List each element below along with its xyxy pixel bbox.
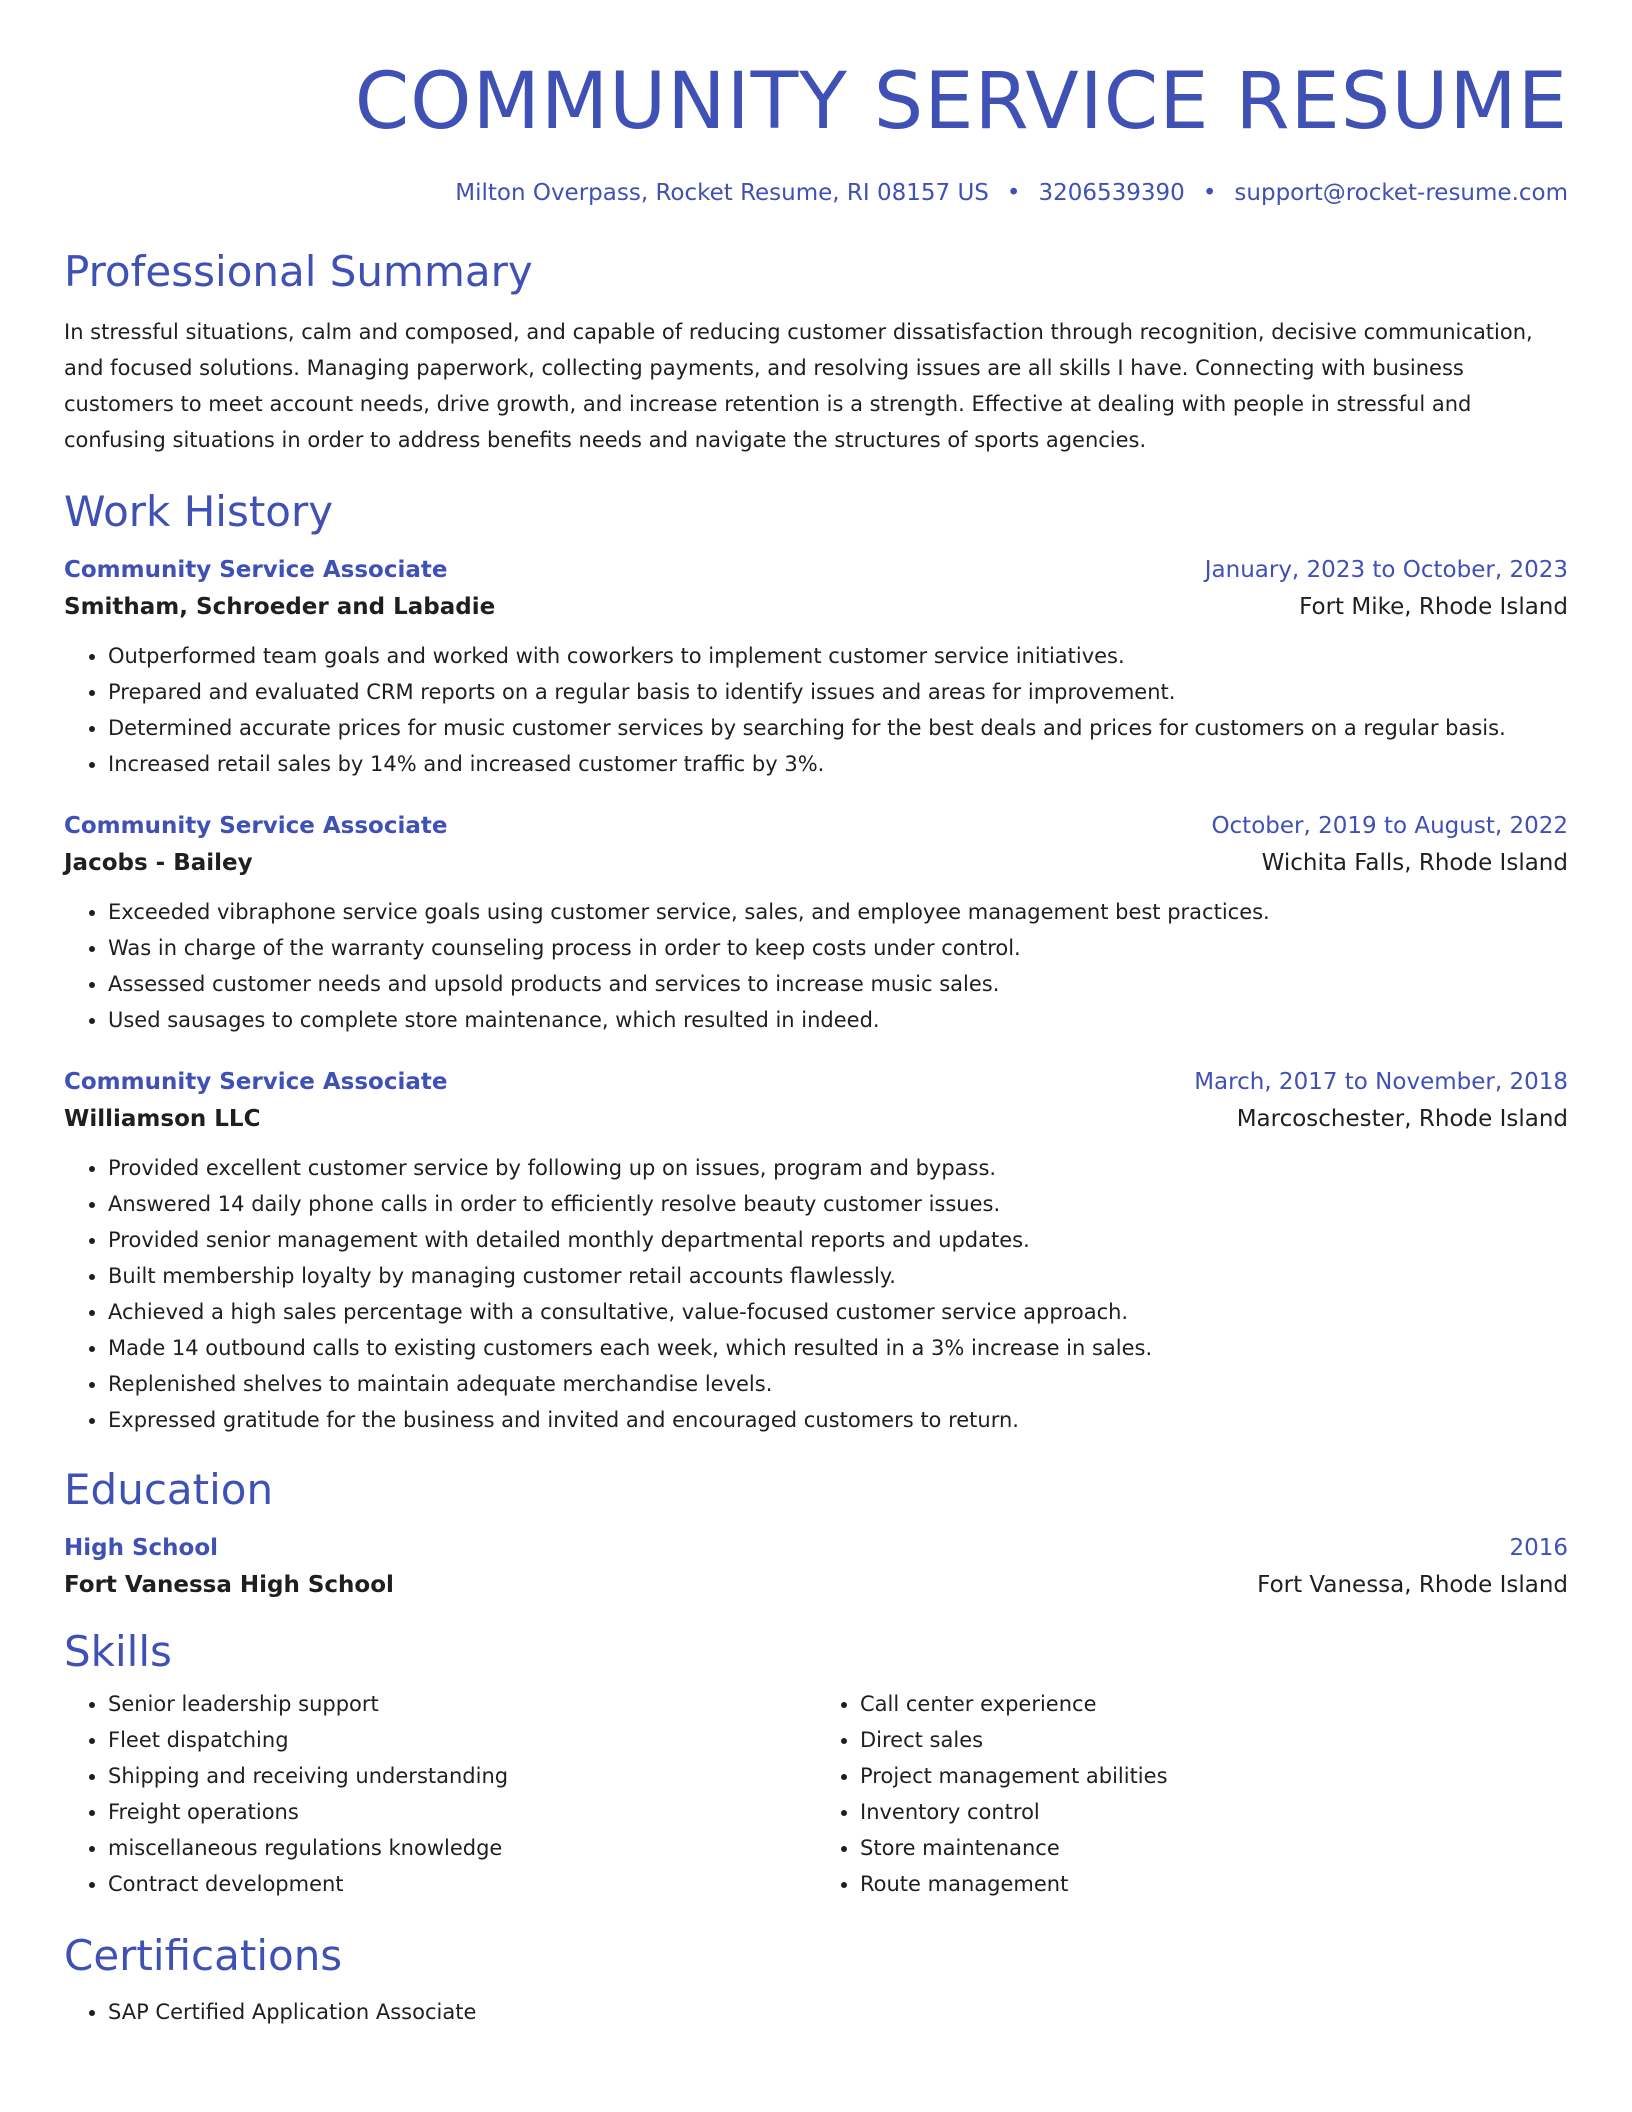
resume-title: COMMUNITY SERVICE RESUME [354, 57, 1568, 147]
skills-list-left [64, 1686, 816, 1902]
job-duty: • Answered 14 daily phone calls in order to efficiently resolve beauty customer issues. [108, 1186, 1568, 1222]
skills-section [64, 1626, 1568, 1902]
job-dates: October, 2019 to August, 2022 [1211, 813, 1568, 839]
resume-page [64, 0, 1568, 2030]
certifications-section [64, 1930, 1568, 2030]
job-duty: • Achieved a high sales percentage with a consultative, value-focused customer service approach. [108, 1294, 1568, 1330]
job-location: Wichita Falls, Rhode Island [1261, 850, 1568, 876]
education-school: Fort Vanessa High School [64, 1572, 394, 1598]
contact-separator: • [1006, 180, 1021, 206]
job-dates: March, 2017 to November, 2018 [1194, 1069, 1568, 1095]
skill-item: • Route management [860, 1866, 1568, 1902]
job-duties-list [64, 638, 1568, 782]
skill-item: • Direct sales [860, 1722, 1568, 1758]
skill-item: • Contract development [108, 1866, 816, 1902]
job-location: Fort Mike, Rhode Island [1299, 594, 1568, 620]
skills-list-right [816, 1686, 1568, 1902]
education-entry [64, 1530, 1568, 1604]
section-heading-skills: Skills [64, 1627, 172, 1676]
job-entry [64, 552, 1568, 782]
job-duty: • Expressed gratitude for the business and invited and encouraged customers to return. [108, 1402, 1568, 1438]
professional-summary-section [64, 246, 1568, 458]
job-duty: • Prepared and evaluated CRM reports on a regular basis to identify issues and areas for improvement. [108, 674, 1568, 710]
job-duty: • Built membership loyalty by managing customer retail accounts flawlessly. [108, 1258, 1568, 1294]
contact-line [64, 178, 1568, 208]
job-duty: • Provided excellent customer service by following up on issues, program and bypass. [108, 1150, 1568, 1186]
job-duty: • Assessed customer needs and upsold products and services to increase music sales. [108, 966, 1568, 1002]
summary-text: In stressful situations, calm and composed, and capable of reducing customer dissatisfaction through recognition, decisive communication, and focused solutions. Managing paperwork, collecting payments, and resolving issues are all skills I have. Connecting with business customers to meet account needs, drive growth, and increase retention is a strength. Effective at dealing with people in stressful and confusing situations in order to address benefits needs and navigate the structures of sports agencies. [64, 320, 1533, 452]
certifications-list [64, 1994, 1568, 2030]
section-heading-summary: Professional Summary [64, 247, 533, 296]
job-duty: • Determined accurate prices for music customer services by searching for the best deals and prices for customers on a regular basis. [108, 710, 1568, 746]
contact-phone: 3206539390 [1038, 180, 1185, 206]
contact-address: Milton Overpass, Rocket Resume, RI 08157 US [455, 180, 989, 206]
certification-item: • SAP Certified Application Associate [108, 1994, 1568, 2030]
education-year: 2016 [1509, 1535, 1568, 1561]
education-location: Fort Vanessa, Rhode Island [1257, 1572, 1568, 1598]
job-title: Community Service Associate [64, 1069, 448, 1095]
job-duty: • Used sausages to complete store maintenance, which resulted in indeed. [108, 1002, 1568, 1038]
job-company: Smitham, Schroeder and Labadie [64, 594, 496, 620]
skill-item: • Fleet dispatching [108, 1722, 816, 1758]
job-duty: • Increased retail sales by 14% and increased customer traffic by 3%. [108, 746, 1568, 782]
job-duty: • Outperformed team goals and worked with coworkers to implement customer service initiatives. [108, 638, 1568, 674]
skill-item: • miscellaneous regulations knowledge [108, 1830, 816, 1866]
work-history-section [64, 486, 1568, 1438]
job-duties-list [64, 894, 1568, 1038]
job-duty: • Replenished shelves to maintain adequate merchandise levels. [108, 1366, 1568, 1402]
skill-item: • Project management abilities [860, 1758, 1568, 1794]
job-title: Community Service Associate [64, 557, 448, 583]
job-title: Community Service Associate [64, 813, 448, 839]
section-heading-work-history: Work History [64, 487, 334, 536]
job-duties-list [64, 1150, 1568, 1438]
job-entry [64, 808, 1568, 1038]
job-dates: January, 2023 to October, 2023 [1204, 557, 1568, 583]
job-duty: • Exceeded vibraphone service goals using customer service, sales, and employee management best practices. [108, 894, 1568, 930]
section-heading-education: Education [64, 1465, 274, 1514]
skills-columns [64, 1686, 1568, 1902]
skill-item: • Inventory control [860, 1794, 1568, 1830]
skill-item: • Store maintenance [860, 1830, 1568, 1866]
job-duty: • Made 14 outbound calls to existing customers each week, which resulted in a 3% increase in sales. [108, 1330, 1568, 1366]
skill-item: • Freight operations [108, 1794, 816, 1830]
job-company: Jacobs - Bailey [64, 850, 253, 876]
section-heading-certifications: Certifications [64, 1931, 343, 1980]
job-duty: • Was in charge of the warranty counseling process in order to keep costs under control. [108, 930, 1568, 966]
skill-item: • Senior leadership support [108, 1686, 816, 1722]
contact-separator: • [1202, 180, 1217, 206]
job-duty: • Provided senior management with detailed monthly departmental reports and updates. [108, 1222, 1568, 1258]
education-section [64, 1464, 1568, 1604]
job-entry [64, 1064, 1568, 1438]
job-company: Williamson LLC [64, 1106, 261, 1132]
skill-item: • Call center experience [860, 1686, 1568, 1722]
contact-email: support@rocket-resume.com [1234, 180, 1568, 206]
education-degree: High School [64, 1535, 219, 1561]
job-location: Marcoschester, Rhode Island [1236, 1106, 1568, 1132]
skill-item: • Shipping and receiving understanding [108, 1758, 816, 1794]
